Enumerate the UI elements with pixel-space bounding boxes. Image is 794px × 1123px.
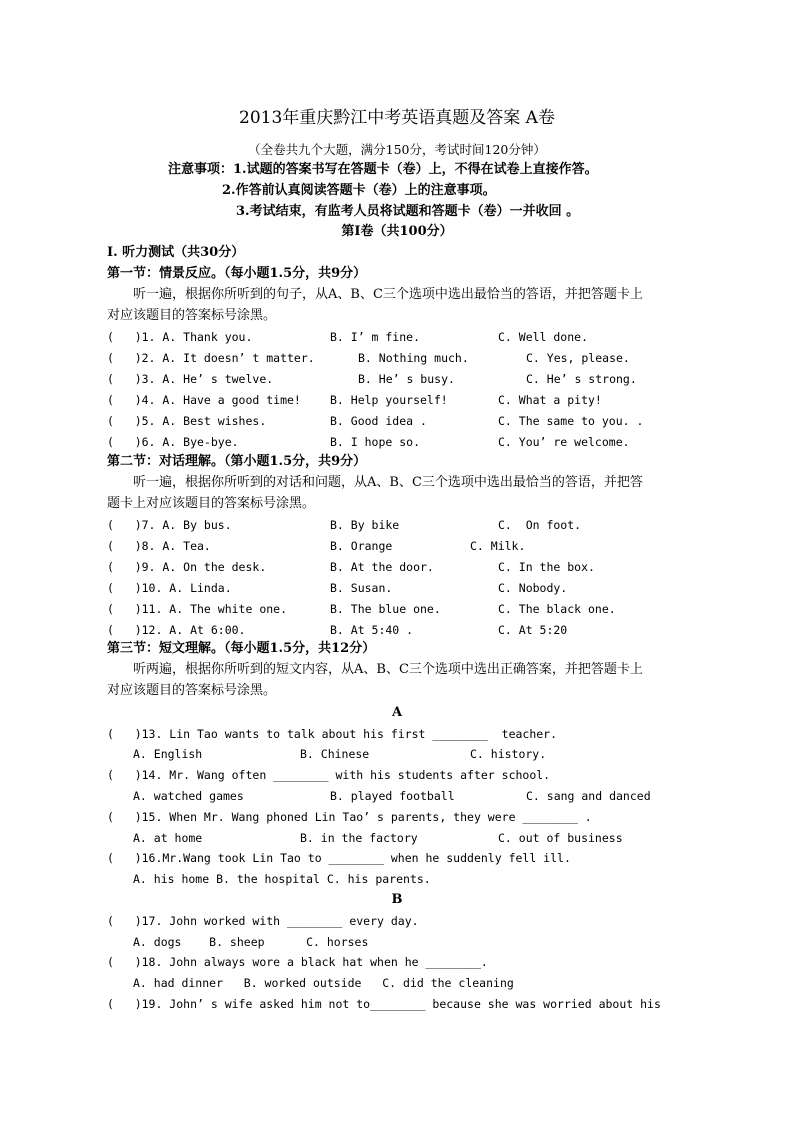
q2-option-c: C. Yes, please. xyxy=(526,351,630,365)
section3-instruction: 听两遍，根据你所听到的短文内容，从A、B、C三个选项中选出正确答案，并把答题卡上 xyxy=(133,662,643,677)
q4-stem: ( )4. A. Have a good time! xyxy=(107,393,301,407)
q18-stem: ( )18. John always wore a black hat when he ________. xyxy=(107,955,488,969)
passage-a-label: A xyxy=(391,705,403,720)
q19-stem: ( )19. John’ s wife asked him not to________ because she was worried about his xyxy=(107,997,661,1011)
q1-option-b: B. I’ m fine. xyxy=(330,330,421,344)
section1-title: 第一节：情景反应。（每小题1.5分，共9分） xyxy=(107,266,367,281)
note-3: 3.考试结束，有监考人员将试题和答题卡（卷）一并收回 。 xyxy=(236,204,580,219)
q14-stem: ( )14. Mr. Wang often ________ with his students after school. xyxy=(107,768,551,782)
passage-b-label: B xyxy=(391,892,403,907)
q13-option-a: A. English xyxy=(133,747,203,761)
q15-option-b: B. in the factory xyxy=(300,831,418,845)
q17-options: A. dogs B. sheep C. horses xyxy=(133,935,369,949)
note-1: 注意事项：1.试题的答案书写在答题卡（卷）上，不得在试卷上直接作答。 xyxy=(168,162,598,177)
q9-stem: ( )9. A. On the desk. xyxy=(107,560,267,574)
q15-stem: ( )15. When Mr. Wang phoned Lin Tao’ s parents, they were ________ . xyxy=(107,810,592,824)
q2-stem: ( )2. A. It doesn’ t matter. xyxy=(107,351,315,365)
q8-option-b: B. Orange xyxy=(330,539,393,553)
section1-instruction-cont: 对应该题目的答案标号涂黑。 xyxy=(107,308,277,323)
q17-stem: ( )17. John worked with ________ every day. xyxy=(107,914,419,928)
q18-options: A. had dinner B. worked outside C. did the cleaning xyxy=(133,976,514,990)
q14-option-c: C. sang and danced xyxy=(526,789,651,803)
q14-option-a: A. watched games xyxy=(133,789,244,803)
q7-option-b: B. By bike xyxy=(330,518,400,532)
volume-title: 第I卷（共100分） xyxy=(341,224,453,239)
q7-stem: ( )7. A. By bus. xyxy=(107,518,232,532)
q11-option-c: C. The black one. xyxy=(498,602,616,616)
q8-option-c: C. Milk. xyxy=(470,539,526,553)
q6-stem: ( )6. A. Bye-bye. xyxy=(107,435,239,449)
q3-option-c: C. He’ s strong. xyxy=(526,372,637,386)
q16-stem: ( )16.Mr.Wang took Lin Tao to ________ when he suddenly fell ill. xyxy=(107,851,571,865)
q10-option-b: B. Susan. xyxy=(330,581,393,595)
q10-stem: ( )10. A. Linda. xyxy=(107,581,232,595)
q4-option-c: C. What a pity! xyxy=(498,393,602,407)
section2-instruction: 听一遍，根据你所听到的对话和问题，从A、B、C三个选项中选出最恰当的答语，并把答 xyxy=(133,475,643,490)
q9-option-c: C. In the box. xyxy=(498,560,595,574)
q1-option-c: C. Well done. xyxy=(498,330,589,344)
section2-title: 第二节：对话理解。（第小题1.5分，共9分） xyxy=(107,454,367,469)
q11-option-b: B. The blue one. xyxy=(330,602,441,616)
section1-instruction: 听一遍，根据你所听到的句子，从A、B、C三个选项中选出最恰当的答语，并把答题卡上 xyxy=(133,287,643,302)
q12-option-b: B. At 5:40 . xyxy=(330,623,414,637)
q5-option-c: C. The same to you. . xyxy=(498,414,644,428)
q15-option-c: C. out of business xyxy=(498,831,623,845)
q4-option-b: B. Help yourself! xyxy=(330,393,448,407)
q13-stem: ( )13. Lin Tao wants to talk about his first ________ teacher. xyxy=(107,727,558,741)
q12-stem: ( )12. A. At 6:00. xyxy=(107,623,246,637)
q16-options: A. his home B. the hospital C. his parents. xyxy=(133,872,431,886)
q13-option-c: C. history. xyxy=(470,747,547,761)
q6-option-b: B. I hope so. xyxy=(330,435,421,449)
q1-stem: ( )1. A. Thank you. xyxy=(107,330,253,344)
q15-option-a: A. at home xyxy=(133,831,203,845)
q12-option-c: C. At 5:20 xyxy=(498,623,568,637)
exam-title: 2013年重庆黔江中考英语真题及答案 A卷 xyxy=(239,108,555,128)
section3-title: 第三节：短文理解。（每小题1.5分，共12分） xyxy=(107,641,376,656)
note-2: 2.作答前认真阅读答题卡（卷）上的注意事项。 xyxy=(222,183,496,198)
q14-option-b: B. played football xyxy=(330,789,455,803)
q8-stem: ( )8. A. Tea. xyxy=(107,539,211,553)
q2-option-b: B. Nothing much. xyxy=(358,351,469,365)
q5-stem: ( )5. A. Best wishes. xyxy=(107,414,267,428)
section2-instruction-cont: 题卡上对应该题目的答案标号涂黑。 xyxy=(107,496,316,511)
q6-option-c: C. You’ re welcome. xyxy=(498,435,630,449)
q7-option-c: C. On foot. xyxy=(498,518,582,532)
q11-stem: ( )11. A. The white one. xyxy=(107,602,288,616)
exam-subtitle: （全卷共九个大题，满分150分，考试时间120分钟） xyxy=(248,142,546,157)
q3-stem: ( )3. A. He’ s twelve. xyxy=(107,372,274,386)
q10-option-c: C. Nobody. xyxy=(498,581,568,595)
part1-title: I. 听力测试（共30分） xyxy=(107,245,245,260)
q3-option-b: B. He’ s busy. xyxy=(358,372,455,386)
q5-option-b: B. Good idea . xyxy=(330,414,427,428)
q13-option-b: B. Chinese xyxy=(300,747,370,761)
section3-instruction-cont: 对应该题目的答案标号涂黑。 xyxy=(107,683,277,698)
q9-option-b: B. At the door. xyxy=(330,560,434,574)
